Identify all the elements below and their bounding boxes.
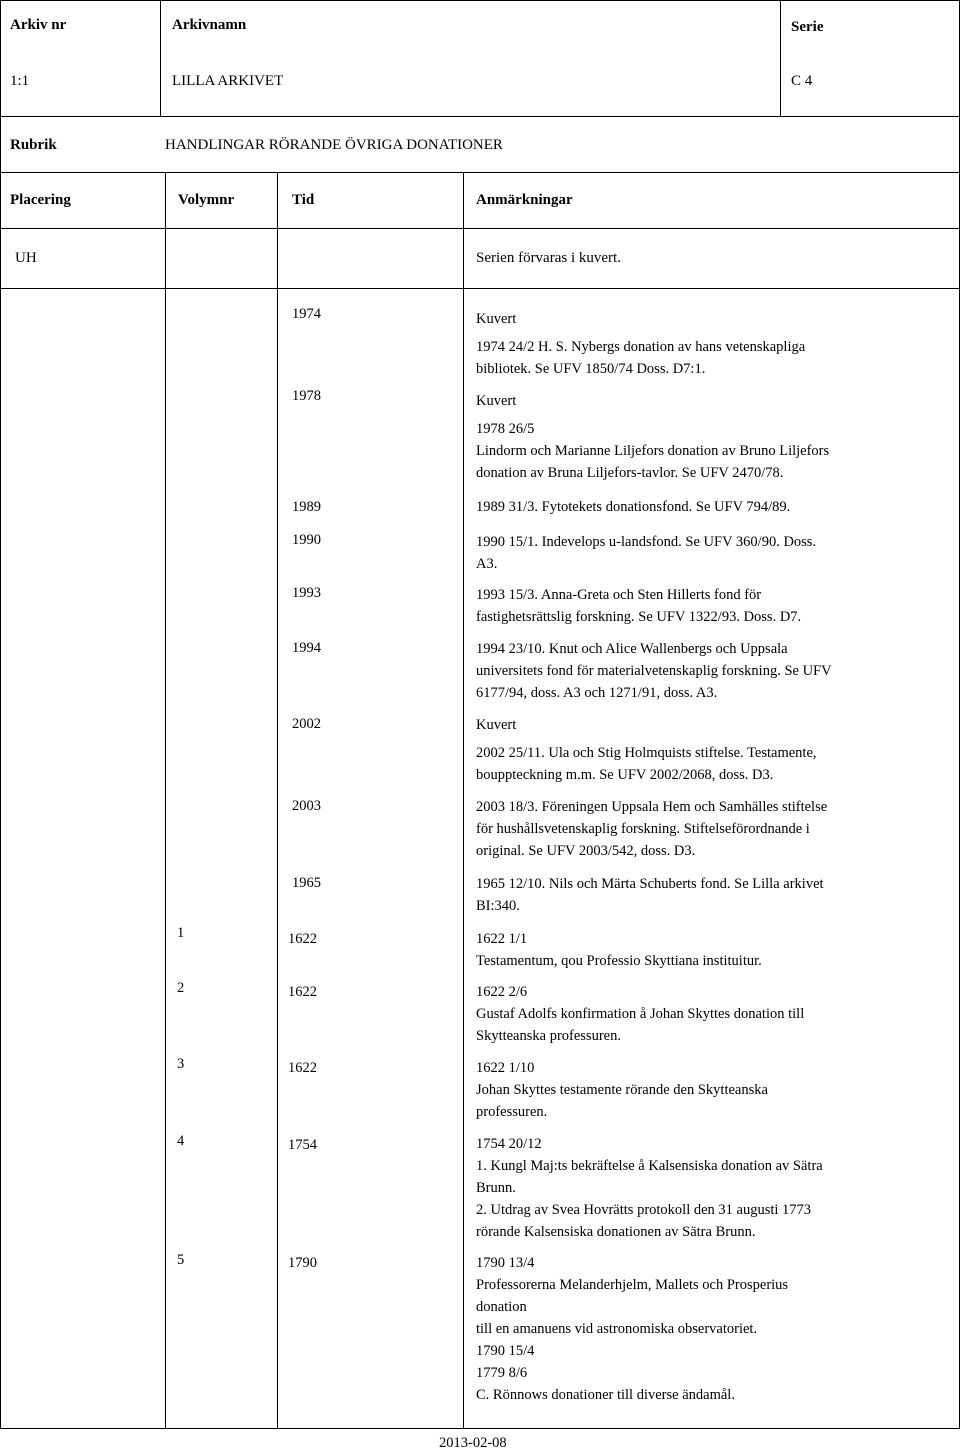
note-line: Kuvert — [476, 311, 517, 327]
note-line: 6177/94, doss. A3 och 1271/91, doss. A3. — [476, 685, 718, 701]
note-line: Lindorm och Marianne Liljefors donation av Bruno Liljefors — [476, 443, 830, 459]
entry-notes — [476, 873, 876, 917]
entry-notes — [476, 714, 876, 786]
serie-label: Serie — [791, 19, 824, 35]
note-line: 2. Utdrag av Svea Hovrätts protokoll den 31 augusti 1773 — [476, 1202, 812, 1218]
entry-tid: 1790 — [288, 1255, 317, 1271]
entry-notes — [476, 981, 876, 1047]
entry-notes — [476, 390, 876, 484]
note-line: A3. — [476, 556, 498, 572]
entry-tid: 1622 — [288, 1060, 317, 1076]
entry-notes — [476, 308, 876, 380]
note-line: bouppteckning m.m. Se UFV 2002/2068, doss. D3. — [476, 767, 774, 783]
header-top-border — [0, 0, 960, 1]
placement-note: Serien förvaras i kuvert. — [476, 250, 621, 266]
note-line: 1. Kungl Maj:ts bekräftelse å Kalsensiska donation av Sätra — [476, 1158, 823, 1174]
note-line: rörande Kalsensiska donationen av Sätra Brunn. — [476, 1224, 756, 1240]
note-line: 1994 23/10. Knut och Alice Wallenbergs och Uppsala — [476, 641, 788, 657]
entry-volymnr: 1 — [177, 925, 185, 941]
note-line: 2002 25/11. Ula och Stig Holmquists stiftelse. Testamente, — [476, 745, 817, 761]
note-line: bibliotek. Se UFV 1850/74 Doss. D7:1. — [476, 361, 706, 377]
entry-tid: 1994 — [292, 640, 321, 656]
note-line: 1622 2/6 — [476, 984, 528, 1000]
entry-tid: 1622 — [288, 931, 317, 947]
entry-tid: 1978 — [292, 388, 321, 404]
note-line: 1622 1/1 — [476, 931, 528, 947]
entry-notes — [476, 928, 876, 972]
note-line: Brunn. — [476, 1180, 516, 1196]
note-line: Johan Skyttes testamente rörande den Skytteanska — [476, 1082, 768, 1098]
note-line: Gustaf Adolfs konfirmation å Johan Skyttes donation till — [476, 1006, 805, 1022]
note-line: 1790 13/4 — [476, 1255, 535, 1271]
note-line: för hushållsvetenskaplig forskning. Stiftelseförordnande i — [476, 821, 810, 837]
entry-notes — [476, 1252, 876, 1406]
note-line: till en amanuens vid astronomiska observatoriet. — [476, 1321, 758, 1337]
note-line: Testamentum, qou Professio Skyttiana instituitur. — [476, 953, 762, 969]
arkivnamn-label: Arkivnamn — [172, 17, 247, 33]
col-divider-tid — [463, 172, 464, 1429]
entry-volymnr: 4 — [177, 1133, 185, 1149]
note-line: 2003 18/3. Föreningen Uppsala Hem och Samhälles stiftelse — [476, 799, 828, 815]
serie-value: C 4 — [791, 73, 813, 89]
table-bottom-border — [0, 1428, 960, 1429]
note-line: original. Se UFV 2003/542, doss. D3. — [476, 843, 696, 859]
note-line: 1978 26/5 — [476, 421, 535, 437]
outer-left-border — [0, 0, 1, 1429]
entry-tid: 1974 — [292, 306, 321, 322]
note-line: Kuvert — [476, 717, 517, 733]
entry-notes — [476, 1133, 876, 1243]
column-header-volymnr: Volymnr — [178, 192, 235, 208]
note-line: 1790 15/4 — [476, 1343, 535, 1359]
entry-volymnr: 5 — [177, 1252, 185, 1268]
entry-notes — [476, 638, 876, 704]
arkiv-nr-value: 1:1 — [10, 73, 30, 89]
entry-tid: 1993 — [292, 585, 321, 601]
note-line: 1974 24/2 H. S. Nybergs donation av hans vetenskapliga — [476, 339, 806, 355]
note-line: 1989 31/3. Fytotekets donationsfond. Se UFV 794/89. — [476, 499, 791, 515]
header-divider-2 — [780, 0, 781, 117]
note-line: professuren. — [476, 1104, 548, 1120]
entry-tid: 1989 — [292, 499, 321, 515]
header-divider-1 — [160, 0, 161, 117]
entry-tid: 1965 — [292, 875, 321, 891]
note-line: Skytteanska professuren. — [476, 1028, 621, 1044]
note-line: 1779 8/6 — [476, 1365, 528, 1381]
columns-row-divider — [0, 228, 960, 229]
rubrik-row-divider — [0, 172, 960, 173]
entry-tid: 2003 — [292, 798, 321, 814]
placement-row-divider — [0, 288, 960, 289]
rubrik-value: HANDLINGAR RÖRANDE ÖVRIGA DONATIONER — [165, 137, 503, 153]
col-divider-placering — [165, 172, 166, 1429]
note-line: Kuvert — [476, 393, 517, 409]
note-line: universitets fond för materialvetenskaplig forskning. Se UFV — [476, 663, 832, 679]
entry-tid: 2002 — [292, 716, 321, 732]
note-line: C. Rönnows donationer till diverse ändamål. — [476, 1387, 735, 1403]
note-line: fastighetsrättslig forskning. Se UFV 1322/93. Doss. D7. — [476, 609, 802, 625]
header-row-divider — [0, 116, 960, 117]
entry-tid: 1622 — [288, 984, 317, 1000]
note-line: 1622 1/10 — [476, 1060, 535, 1076]
entry-notes — [476, 496, 876, 518]
entry-tid: 1754 — [288, 1137, 317, 1153]
note-line: donation av Bruna Liljefors-tavlor. Se UFV 2470/78. — [476, 465, 784, 481]
column-header-placering: Placering — [10, 192, 71, 208]
note-line: 1993 15/3. Anna-Greta och Sten Hillerts fond för — [476, 587, 762, 603]
entry-tid: 1990 — [292, 532, 321, 548]
note-line: 1965 12/10. Nils och Märta Schuberts fond. Se Lilla arkivet — [476, 876, 824, 892]
entry-notes — [476, 531, 876, 575]
column-header-anmarkningar: Anmärkningar — [476, 192, 573, 208]
arkiv-nr-label: Arkiv nr — [10, 17, 67, 33]
note-line: donation — [476, 1299, 527, 1315]
note-line: Professorerna Melanderhjelm, Mallets och Prosperius — [476, 1277, 789, 1293]
note-line: 1754 20/12 — [476, 1136, 542, 1152]
column-header-tid: Tid — [292, 192, 315, 208]
placering-value: UH — [15, 250, 37, 266]
entry-volymnr: 3 — [177, 1056, 185, 1072]
entry-notes — [476, 584, 876, 628]
rubrik-label: Rubrik — [10, 137, 57, 153]
note-line: BI:340. — [476, 898, 520, 914]
entry-volymnr: 2 — [177, 980, 185, 996]
entry-notes — [476, 1057, 876, 1123]
entry-notes — [476, 796, 876, 862]
note-line: 1990 15/1. Indevelops u-landsfond. Se UFV 360/90. Doss. — [476, 534, 817, 550]
arkivnamn-value: LILLA ARKIVET — [172, 73, 284, 89]
footer-date: 2013-02-08 — [439, 1435, 507, 1451]
col-divider-volymnr — [277, 172, 278, 1429]
